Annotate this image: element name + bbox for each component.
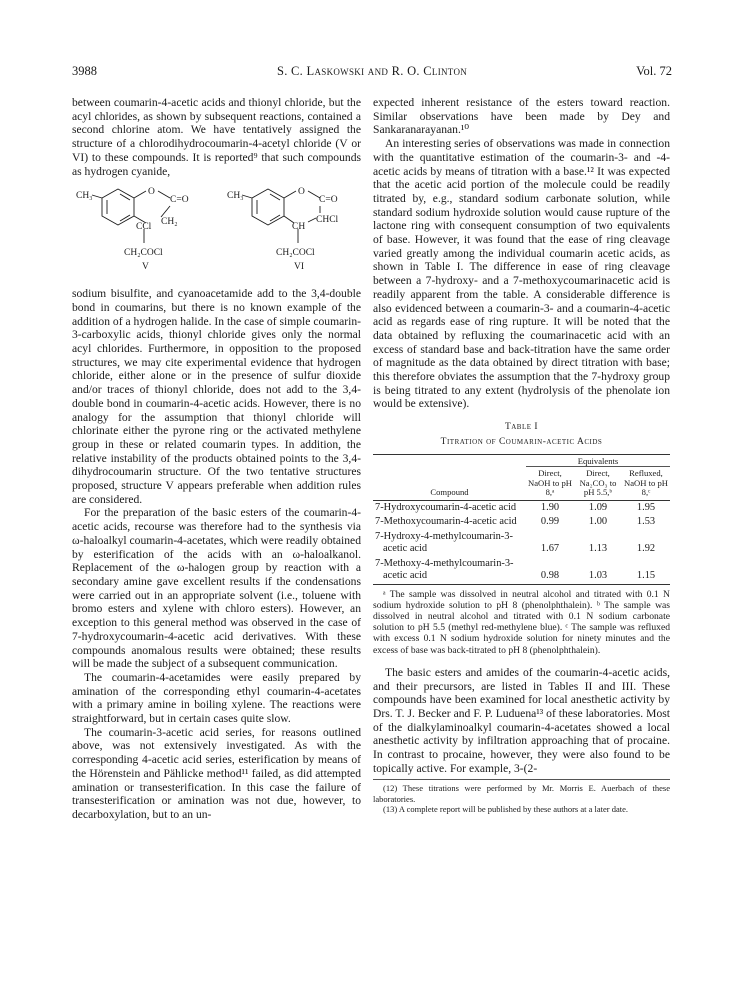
right-column bbox=[373, 96, 670, 814]
table-footnotes: ᵃ The sample was dissolved in neutral alcohol and titrated with 0.1 N sodium hydroxide solution to pH 8 (phenolphthalein). ᵇ The sample was dissolved in neutral alcohol and titrated with 0.1 N sodium carbonate solution to pH 5.5 (methyl red-methylene blue). ᶜ The sample was refluxed with excess 0.1 N sodium hydroxide solution for ninety minutes and the excess of base was back-titrated to pH 8 (phenolphthalein). bbox=[373, 588, 670, 656]
titration-table bbox=[373, 454, 670, 585]
table-row bbox=[373, 557, 670, 585]
table-row bbox=[373, 530, 670, 557]
table-row bbox=[373, 515, 670, 530]
vi-ring-oxygen: O bbox=[298, 187, 305, 198]
vi-ch-label: CH bbox=[292, 222, 306, 233]
left-paragraph-1: between coumarin-4-acetic acids and thionyl chloride, but the acyl chlorides, as shown by subsequent reactions, contained a second chlorine atom. We have tentatively assigned the structure of a chlorodihydrocoumarin-4-acetyl chloride (V or VI) to these compounds. It is reported⁹ that such compounds as hydrogen cyanide, bbox=[72, 96, 361, 178]
table-header-direct-na2co3: Direct, Na₂CO₃ to pH 5.5,ᵇ bbox=[574, 467, 622, 501]
table-header-equivalents: Equivalents bbox=[526, 454, 670, 467]
structure-vi bbox=[242, 189, 320, 243]
table-cell-value: 1.00 bbox=[588, 516, 608, 528]
table-cell-value: 0.98 bbox=[540, 570, 560, 582]
table-header-compound: Compound bbox=[373, 454, 526, 500]
table-cell-value: 1.13 bbox=[588, 543, 608, 555]
table-cell-value: 1.09 bbox=[588, 501, 608, 513]
vi-chcl-label: CHCl bbox=[316, 215, 339, 226]
volume-number: Vol. 72 bbox=[636, 64, 672, 78]
v-ring-oxygen: O bbox=[148, 187, 155, 198]
table-cell-value: 1.03 bbox=[588, 570, 608, 582]
left-paragraph-2: sodium bisulfite, and cyanoacetamide add to the 3,4-double bond in coumarins, but there is no known example of the addition of a hydrogen halide. In the case of simple coumarin-3-carboxylic acids, thionyl chloride gives only the normal acyl chlorides. Furthermore, in opposition to the proposed structures, we may cite experimental evidence that hydrogen chloride, either alone or in the presence of sulfur dioxide and/or traces of thionyl chloride, does not add to the 3,4-double bond in coumarin-4-acetic acids. However, there is no analogy for the assumption that thionyl chloride will chlorinate either the pyrone ring or the activated methylene group in these or related coumarin types. In addition, the relative instability of the products obtained points to the 3,4-dihydrocoumarin structure. Of the two tentative structures proposed, structure V appears preferable when addition rules are considered. bbox=[72, 287, 361, 506]
structure-v bbox=[92, 189, 170, 243]
chemical-structures bbox=[72, 181, 361, 283]
table-cell-value: 0.99 bbox=[540, 516, 560, 528]
vi-side-chain: CH₂COCl bbox=[276, 248, 315, 259]
reference-13: (13) A complete report will be published by these authors at a later date. bbox=[383, 803, 629, 814]
running-authors: S. C. Laskowski and R. O. Clinton bbox=[276, 64, 468, 78]
vi-ch3-label: CH₃ bbox=[227, 191, 244, 202]
vi-carbonyl: C=O bbox=[319, 195, 338, 206]
table-cell-value: 1.92 bbox=[636, 543, 656, 555]
page-number: 3988 bbox=[72, 64, 97, 78]
table-cell-value: 1.67 bbox=[540, 543, 560, 555]
left-paragraph-4: The coumarin-4-acetamides were easily prepared by amination of the corresponding ethyl coumarin-4-acetates with a primary amine in boiling xylene. The reactions were straightforward, but in certain cases quite slow. bbox=[72, 670, 361, 726]
table-row bbox=[373, 500, 670, 515]
v-ccl-label: CCl bbox=[136, 222, 152, 233]
v-side-chain: CH₂COCl bbox=[124, 248, 163, 259]
table-cell-value: 1.90 bbox=[540, 501, 560, 513]
table-cell-value: 1.95 bbox=[636, 501, 656, 513]
v-carbonyl: C=O bbox=[170, 195, 189, 206]
table-cell-compound: 7-Methoxy-4-methylcoumarin-3-acetic acid bbox=[375, 557, 514, 582]
v-ch2-label: CH₂ bbox=[161, 217, 178, 228]
right-paragraph-3: The basic esters and amides of the coumarin-4-acetic acids, and their precursors, are listed in Tables II and III. These compounds have been examined for local anesthetic activity by Drs. T. J. Becker and F. P. Luduena¹³ of these laboratories. Most of the dialkylaminoalkyl coumarin-4-acetates showed a local anesthetic activity by infiltration approaching that of procaine. In contrast to procaine, however, they were also found to be topically active. For example, 3-(2- bbox=[373, 665, 670, 775]
left-paragraph-5: The coumarin-3-acetic acid series, for reasons outlined above, was not extensively investigated. As with the corresponding 4-acetic acid series, esterification by means of the Hörenstein and Pählicke method¹¹ failed, as did attempted amination or transesterification. In this case the failure of transesterification or amination was not due, however, to decarboxylation, but to an un- bbox=[72, 725, 361, 821]
left-paragraph-3: For the preparation of the basic esters of the coumarin-4-acetic acids, recourse was therefore had to the synthesis via ω-haloalkyl coumarin-4-acetates, which were readily obtained by esterification of the acids with an ω-haloalkanol. Replacement of the ω-halogen group by reaction with a secondary amine gave excellent results if the condensations were carried out in an appropriate solvent (i.e., toluene with bromo esters and xylene with chloro esters). However, an exception to this general method was observed in the case of 7-hydroxycoumarin-4-acetic acid derivatives. With these compounds anomalous results were obtained; these results will be made the subject of a subsequent communication. bbox=[72, 506, 361, 671]
right-paragraph-2: An interesting series of observations was made in connection with the quantitative estimation of the coumarin-3- and -4-acetic acids by means of titration with a base.¹² It was expected that the acetic acid portion of the molecule could be readily titrated by, e.g., standard sodium carbonate solution, while standard sodium hydroxide solution would cause rupture of the lactone ring with consequent consumption of two equivalents of base. However, it was found that the ease of ring cleavage varied greatly among the individual coumarin acetic acids, as shown in Table I. The difference in ease of ring cleavage between a 7-hydroxy- and a 7-methoxycoumarinacetic acid is readily apparent from the table. A considerable difference is also evidenced between a coumarin-3- and a coumarin-4-acetic acid as regards ease of ring rupture. It will be noted that the data obtained by refluxing the coumarinacetic acid with an excess of standard base and back-titration have the same order of magnitude as the data obtained by direct titration with base; this therefore obviates the assumption that the 7-hydroxy group is being titrated to any extent (hydrolysis of the phenolate ion would be extensive). bbox=[373, 137, 670, 411]
left-column bbox=[72, 96, 361, 822]
table-cell-value: 1.15 bbox=[636, 570, 656, 582]
reference-12: (12) These titrations were performed by Mr. Morris E. Auerbach of these laboratories. bbox=[373, 783, 670, 804]
right-paragraph-1: expected inherent resistance of the esters toward reaction. Similar observations have been made by Dey and Sankaranarayanan.¹⁰ bbox=[373, 96, 670, 137]
footnote-divider bbox=[373, 779, 670, 780]
table-caption: Titration of Coumarin-acetic Acids bbox=[440, 436, 603, 447]
vi-label: VI bbox=[294, 262, 305, 273]
table-cell-compound: 7-Hydroxycoumarin-4-acetic acid bbox=[375, 501, 517, 513]
table-header-direct-naoh: Direct, NaOH to pH 8,ᵃ bbox=[526, 467, 574, 501]
table-cell-compound: 7-Methoxycoumarin-4-acetic acid bbox=[375, 516, 517, 528]
structure-drawing bbox=[72, 181, 361, 283]
table-header-refluxed-naoh: Refluxed, NaOH to pH 8,ᶜ bbox=[622, 467, 670, 501]
v-label: V bbox=[142, 262, 149, 273]
running-header bbox=[72, 64, 672, 80]
footnote-references bbox=[373, 779, 670, 814]
v-ch3-label: CH₃ bbox=[76, 191, 93, 202]
table-label: Table I bbox=[504, 422, 539, 433]
table-cell-value: 1.53 bbox=[636, 516, 656, 528]
table-cell-compound: 7-Hydroxy-4-methylcoumarin-3-acetic acid bbox=[375, 530, 513, 555]
